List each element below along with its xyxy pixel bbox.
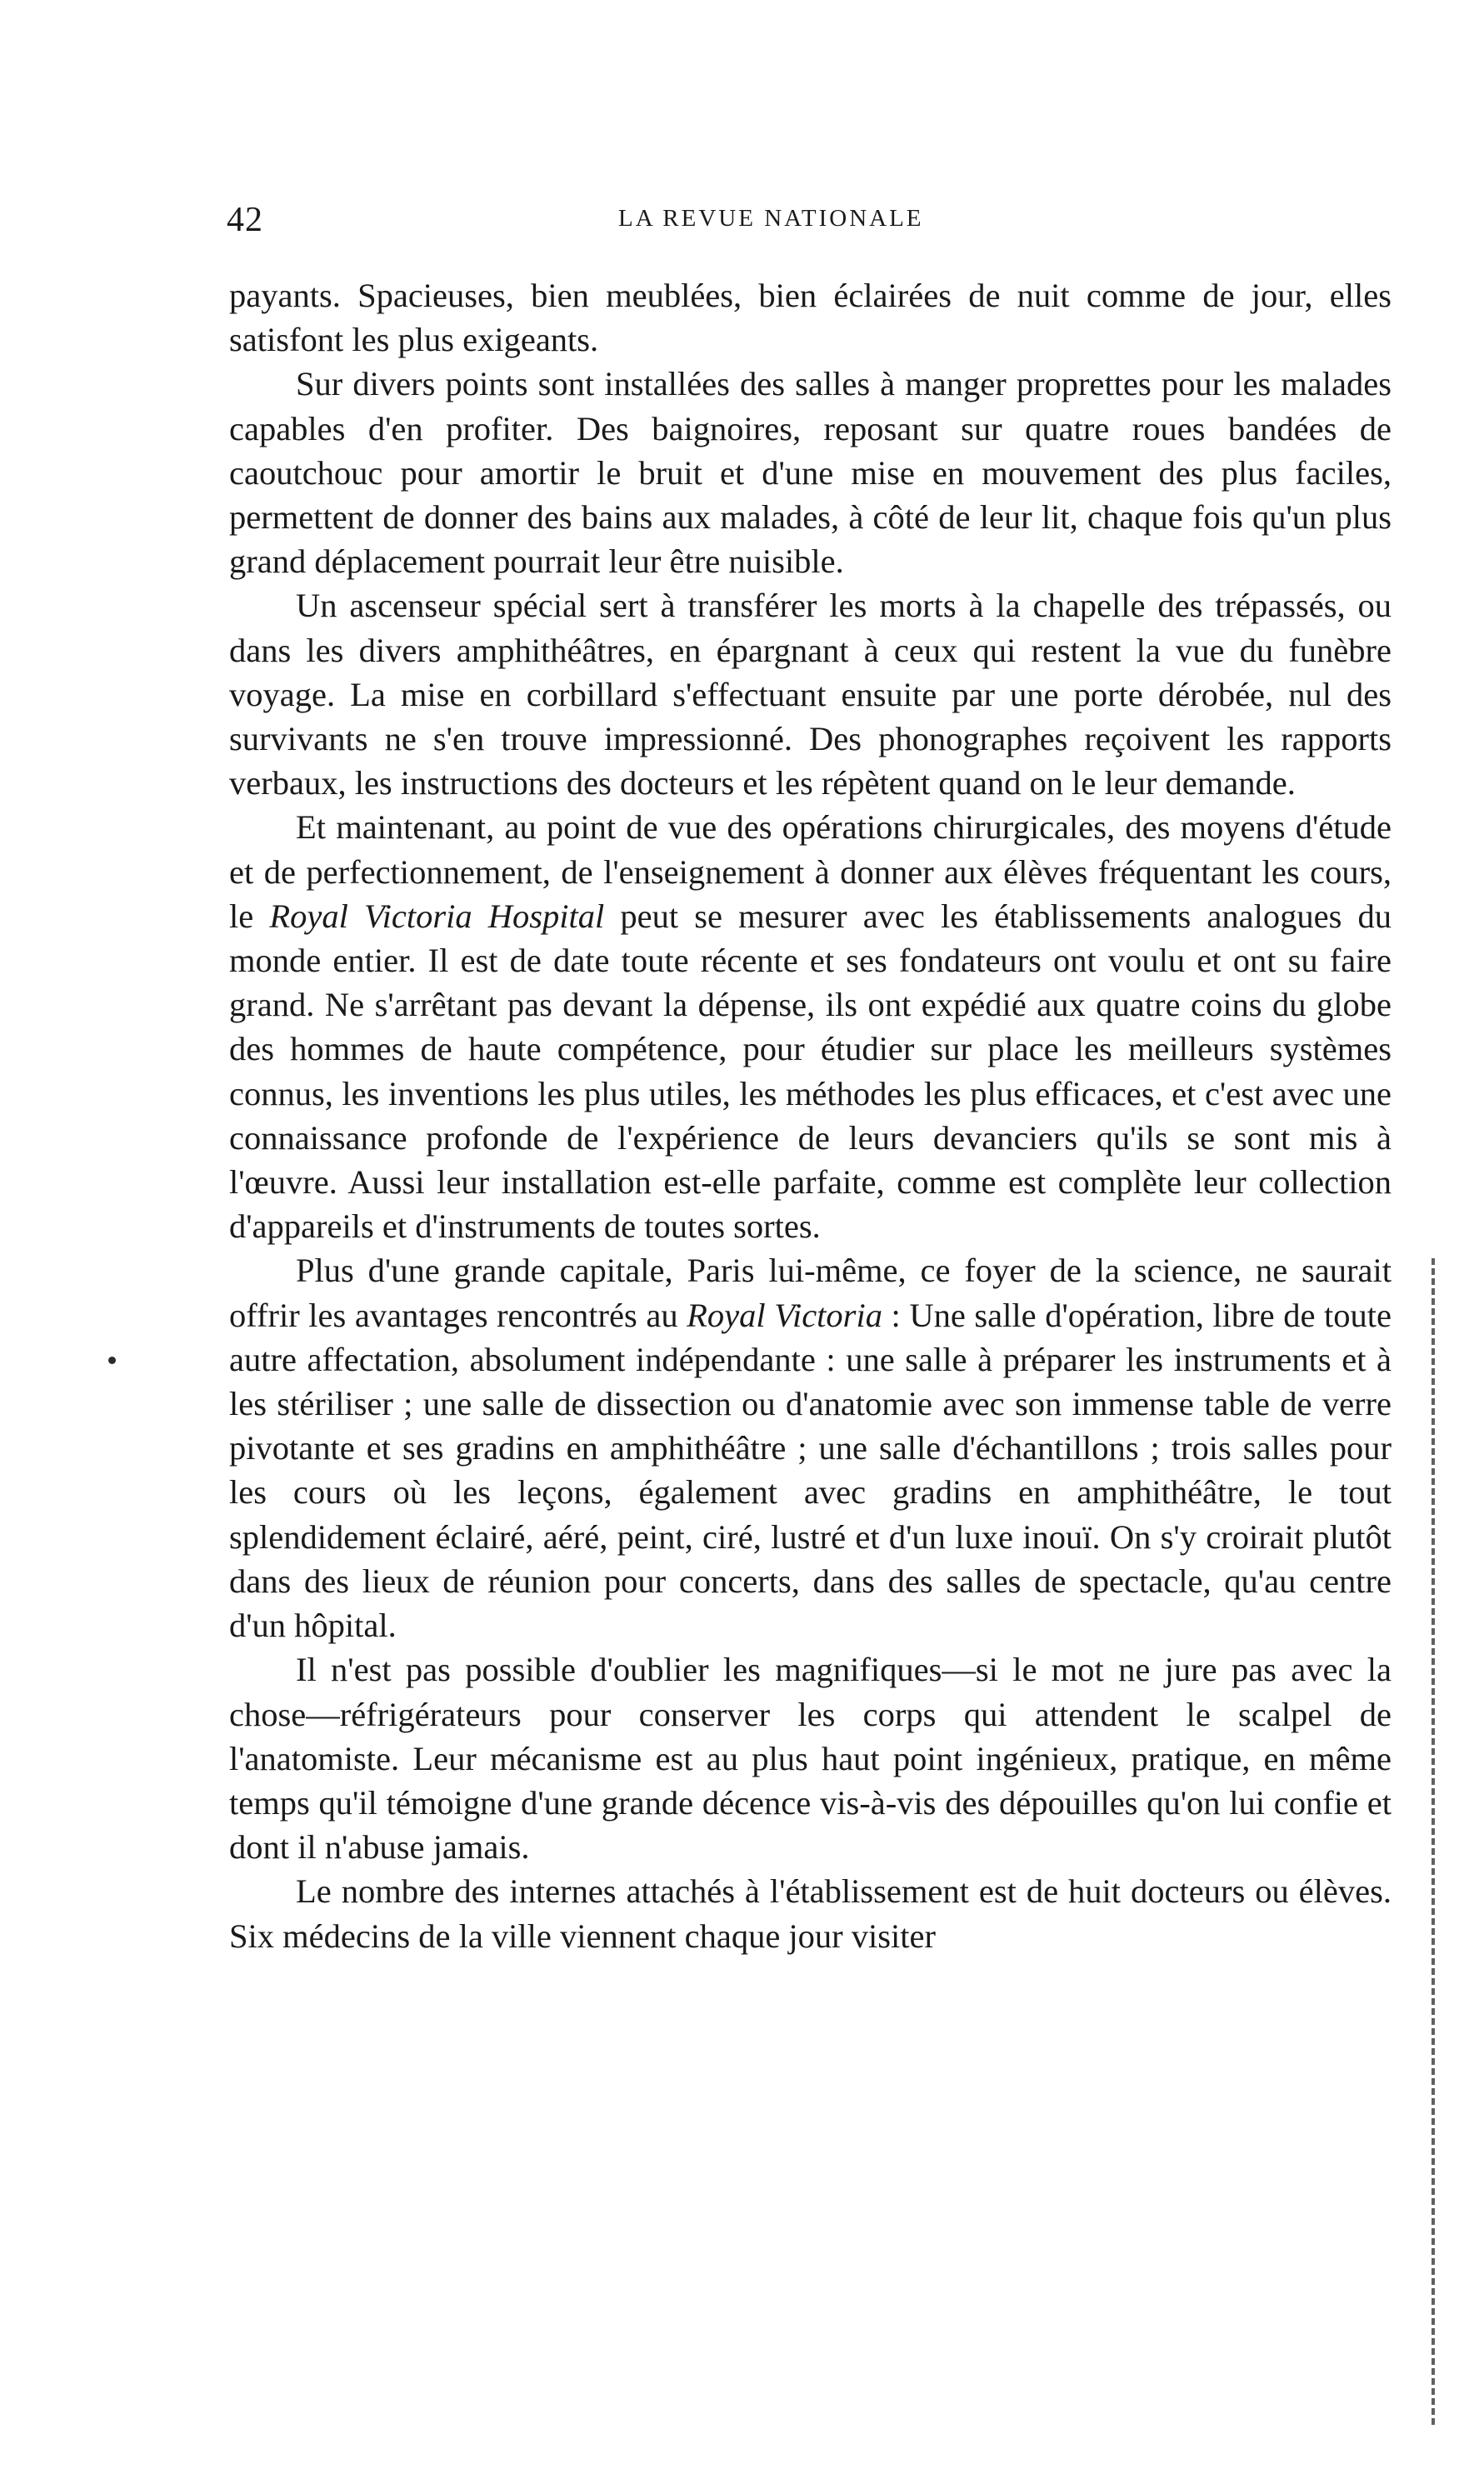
text-run: Il n'est pas possible d'oublier les magnifiques—si le mot ne jure pas avec la chose—réfrigérateurs pour conserver les corps qui attendent le scalpel de l'anatomiste. Leur mécanisme est au plus haut point ingénieux, pratique, en même temps qu'il témoigne d'une grande décence vis-à-vis des dépouilles qu'on lui confie et dont il n'abuse jamais. [229, 1651, 1392, 1867]
italic-title: Royal Victoria Hospital [269, 897, 605, 935]
paragraph [229, 273, 1392, 362]
body-text [229, 273, 1392, 1958]
text-run: : Une salle d'opération, libre de toute autre affectation, absolument indépendante : une salle à préparer les instruments et à les stériliser ; une salle de dissection ou d'anatomie avec son immense table de verre pivotante et ses gradins en amphithéâtre ; une salle d'échantillons ; trois salles pour les cours où les leçons, également avec gradins en amphithéâtre, le tout splendidement éclairé, aéré, peint, ciré, lustré et d'un luxe inouï. On s'y croirait plutôt dans des lieux de réunion pour concerts, dans des salles de spectacle, qu'au centre d'un hôpital. [229, 1296, 1392, 1645]
paragraph [229, 583, 1392, 805]
paragraph [229, 1248, 1392, 1647]
text-run: Un ascenseur spécial sert à transférer les morts à la chapelle des trépassés, ou dans les divers amphithéâtres, en épargnant à ceux qui restent la vue du funèbre voyage. La mise en corbillard s'effectuant ensuite par une porte dérobée, nul des survivants ne s'en trouve impressionné. Des phonographes reçoivent les rapports verbaux, les instructions des docteurs et les répètent quand on le leur demande. [229, 587, 1392, 802]
page-number: 42 [227, 201, 263, 239]
margin-dot [108, 1357, 116, 1364]
text-run: payants. Spacieuses, bien meublées, bien éclairées de nuit comme de jour, elles satisfont les plus exigeants. [229, 277, 1392, 359]
paragraph [229, 362, 1392, 583]
paragraph [229, 805, 1392, 1248]
text-run: peut se mesurer avec les établissements analogues du monde entier. Il est de date toute récente et ses fondateurs ont voulu et ont su faire grand. Ne s'arrêtant pas devant la dépense, ils ont expédié aux quatre coins du globe des hommes de haute compétence, pour étudier sur place les meilleurs systèmes connus, les inventions les plus utiles, les méthodes les plus efficaces, et c'est avec une connaissance profonde de l'expérience de leurs devanciers qu'ils se sont mis à l'œuvre. Aussi leur installation est-elle parfaite, comme est complète leur collection d'appareils et d'instruments de toutes sortes. [229, 897, 1392, 1246]
italic-title: Royal Victoria [687, 1296, 882, 1334]
text-run: Le nombre des internes attachés à l'établissement est de huit docteurs ou élèves. Six médecins de la ville viennent chaque jour visiter [229, 1872, 1392, 1955]
page-header [227, 200, 1393, 250]
text-run: Sur divers points sont installées des salles à manger proprettes pour les malades capables d'en profiter. Des baignoires, reposant sur quatre roues bandées de caoutchouc pour amortir le bruit et d'une mise en mouvement des plus faciles, permettent de donner des bains aux malades, à côté de leur lit, chaque fois qu'un plus grand déplacement pourrait leur être nuisible. [229, 365, 1392, 581]
running-head: LA REVUE NATIONALE [618, 205, 924, 232]
page-edge-mark [1432, 1258, 1443, 2425]
paragraph [229, 1647, 1392, 1869]
text-run: Plus d'une grande capitale, Paris lui-même, ce foyer de la science, ne saurait offrir les avantages rencontrés au [229, 1252, 1392, 1334]
text-run: Et maintenant, au point de vue des opérations chirurgicales, des moyens d'étude et de perfectionnement, de l'enseignement à donner aux élèves fréquentant les cours, le [229, 808, 1392, 935]
paragraph [229, 1869, 1392, 1957]
